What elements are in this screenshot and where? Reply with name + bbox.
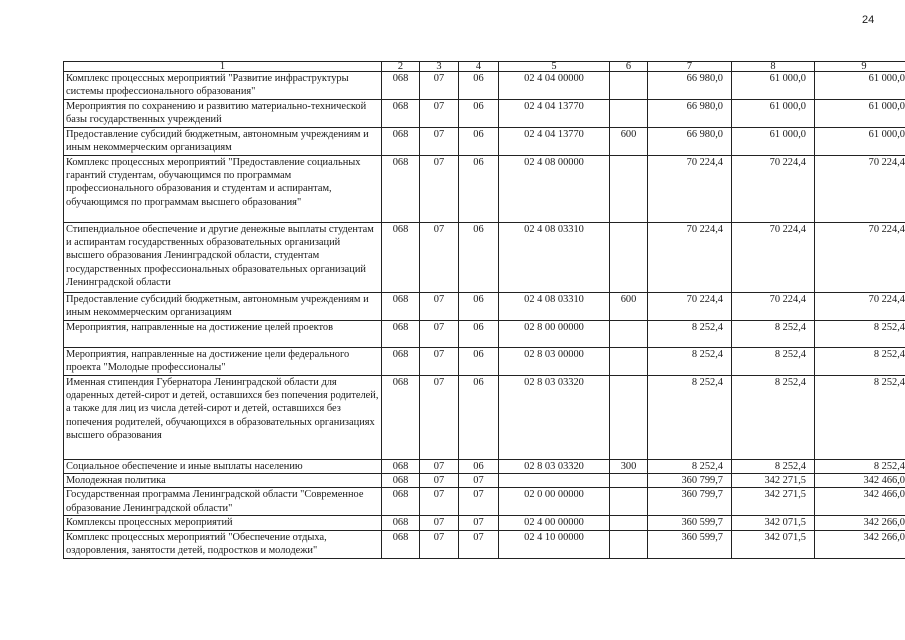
section-cell: 07 — [420, 127, 459, 155]
amount-year1-cell: 70 224,4 — [648, 292, 732, 320]
header-row — [64, 62, 905, 72]
amount-year2-cell: 342 071,5 — [732, 530, 815, 558]
amount-year2-cell: 342 271,5 — [732, 474, 815, 488]
subsection-cell: 06 — [459, 127, 499, 155]
subsection-cell: 07 — [459, 488, 499, 516]
expense-type-cell — [610, 488, 648, 516]
header-col-3: 3 — [420, 62, 459, 72]
amount-year1-cell: 360 799,7 — [648, 488, 732, 516]
header-col-6: 6 — [610, 62, 648, 72]
table-row — [64, 375, 905, 459]
amount-year2-cell: 61 000,0 — [732, 127, 815, 155]
header-col-4: 4 — [459, 62, 499, 72]
amount-year3-cell: 8 252,4 — [815, 320, 905, 347]
subsection-cell: 06 — [459, 459, 499, 473]
section-cell: 07 — [420, 72, 459, 100]
table-row — [64, 292, 905, 320]
amount-year2-cell: 70 224,4 — [732, 222, 815, 292]
table-row — [64, 127, 905, 155]
amount-year3-cell: 8 252,4 — [815, 347, 905, 375]
section-cell: 07 — [420, 347, 459, 375]
amount-year1-cell: 360 599,7 — [648, 516, 732, 530]
target-article-cell: 02 4 04 13770 — [499, 127, 610, 155]
section-cell: 07 — [420, 155, 459, 222]
section-cell: 07 — [420, 516, 459, 530]
code-cell: 068 — [382, 127, 420, 155]
code-cell: 068 — [382, 347, 420, 375]
expense-type-cell — [610, 347, 648, 375]
code-cell: 068 — [382, 155, 420, 222]
target-article-cell: 02 4 08 00000 — [499, 155, 610, 222]
amount-year2-cell: 70 224,4 — [732, 155, 815, 222]
amount-year2-cell: 8 252,4 — [732, 375, 815, 459]
table-row — [64, 222, 905, 292]
subsection-cell: 07 — [459, 516, 499, 530]
table-row — [64, 459, 905, 473]
table-row — [64, 72, 905, 100]
header-col-5: 5 — [499, 62, 610, 72]
code-cell: 068 — [382, 530, 420, 558]
amount-year3-cell: 70 224,4 — [815, 292, 905, 320]
subsection-cell: 07 — [459, 474, 499, 488]
amount-year1-cell: 70 224,4 — [648, 155, 732, 222]
amount-year2-cell: 8 252,4 — [732, 320, 815, 347]
code-cell: 068 — [382, 320, 420, 347]
name-cell: Комплекс процессных мероприятий "Обеспечение отдыха, оздоровления, занятости детей, подростков и молодежи" — [64, 530, 382, 558]
table-row — [64, 474, 905, 488]
table-row — [64, 99, 905, 127]
name-cell: Государственная программа Ленинградской области "Современное образование Ленинградской области" — [64, 488, 382, 516]
amount-year2-cell: 8 252,4 — [732, 347, 815, 375]
target-article-cell: 02 4 04 00000 — [499, 72, 610, 100]
budget-table-body — [64, 62, 905, 559]
subsection-cell: 06 — [459, 155, 499, 222]
subsection-cell: 06 — [459, 99, 499, 127]
name-cell: Социальное обеспечение и иные выплаты населению — [64, 459, 382, 473]
amount-year3-cell: 342 466,0 — [815, 488, 905, 516]
section-cell: 07 — [420, 320, 459, 347]
section-cell: 07 — [420, 292, 459, 320]
code-cell: 068 — [382, 292, 420, 320]
name-cell: Стипендиальное обеспечение и другие денежные выплаты студентам и аспирантам государственных образовательных организаций высшего образования Ленинградской области, студентам государственных профессиональных образовательных организаций Ленинградской области — [64, 222, 382, 292]
name-cell: Комплекс процессных мероприятий "Предоставление социальных гарантий студентам, обучающимся по программам профессионального образования и студентам и аспирантам, обучающимся по программам высшего образования" — [64, 155, 382, 222]
expense-type-cell — [610, 375, 648, 459]
name-cell: Предоставление субсидий бюджетным, автономным учреждениям и иным некоммерческим организациям — [64, 127, 382, 155]
amount-year1-cell: 70 224,4 — [648, 222, 732, 292]
code-cell: 068 — [382, 72, 420, 100]
name-cell: Молодежная политика — [64, 474, 382, 488]
code-cell: 068 — [382, 516, 420, 530]
target-article-cell: 02 4 08 03310 — [499, 222, 610, 292]
amount-year3-cell: 70 224,4 — [815, 222, 905, 292]
name-cell: Именная стипендия Губернатора Ленинградской области для одаренных детей-сирот и детей, оставшихся без попечения родителей, а также для лиц из числа детей-сирот и детей, оставшихся без попечения родителей, обучающихся в образовательных организациях высшего образования — [64, 375, 382, 459]
target-article-cell: 02 8 03 00000 — [499, 347, 610, 375]
target-article-cell — [499, 474, 610, 488]
table-row — [64, 347, 905, 375]
table-row — [64, 516, 905, 530]
amount-year2-cell: 61 000,0 — [732, 72, 815, 100]
amount-year3-cell: 342 266,0 — [815, 516, 905, 530]
expense-type-cell: 600 — [610, 127, 648, 155]
subsection-cell: 07 — [459, 530, 499, 558]
header-col-1: 1 — [64, 62, 382, 72]
amount-year2-cell: 342 071,5 — [732, 516, 815, 530]
amount-year1-cell: 360 799,7 — [648, 474, 732, 488]
name-cell: Комплексы процессных мероприятий — [64, 516, 382, 530]
target-article-cell: 02 8 03 03320 — [499, 375, 610, 459]
amount-year3-cell: 61 000,0 — [815, 127, 905, 155]
amount-year1-cell: 66 980,0 — [648, 99, 732, 127]
section-cell: 07 — [420, 222, 459, 292]
subsection-cell: 06 — [459, 320, 499, 347]
amount-year3-cell: 342 266,0 — [815, 530, 905, 558]
amount-year1-cell: 66 980,0 — [648, 127, 732, 155]
expense-type-cell — [610, 530, 648, 558]
section-cell: 07 — [420, 530, 459, 558]
header-col-2: 2 — [382, 62, 420, 72]
section-cell: 07 — [420, 474, 459, 488]
expense-type-cell — [610, 320, 648, 347]
budget-table — [63, 61, 905, 559]
target-article-cell: 02 8 00 00000 — [499, 320, 610, 347]
subsection-cell: 06 — [459, 375, 499, 459]
amount-year1-cell: 8 252,4 — [648, 375, 732, 459]
code-cell: 068 — [382, 474, 420, 488]
name-cell: Мероприятия, направленные на достижение цели федерального проекта "Молодые профессионалы" — [64, 347, 382, 375]
amount-year3-cell: 61 000,0 — [815, 72, 905, 100]
subsection-cell: 06 — [459, 222, 499, 292]
section-cell: 07 — [420, 99, 459, 127]
amount-year2-cell: 70 224,4 — [732, 292, 815, 320]
target-article-cell: 02 4 10 00000 — [499, 530, 610, 558]
expense-type-cell — [610, 222, 648, 292]
amount-year3-cell: 8 252,4 — [815, 375, 905, 459]
amount-year1-cell: 66 980,0 — [648, 72, 732, 100]
expense-type-cell — [610, 99, 648, 127]
amount-year2-cell: 342 271,5 — [732, 488, 815, 516]
header-col-8: 8 — [732, 62, 815, 72]
name-cell: Мероприятия, направленные на достижение целей проектов — [64, 320, 382, 347]
amount-year1-cell: 8 252,4 — [648, 459, 732, 473]
code-cell: 068 — [382, 459, 420, 473]
code-cell: 068 — [382, 99, 420, 127]
subsection-cell: 06 — [459, 347, 499, 375]
table-row — [64, 530, 905, 558]
amount-year3-cell: 61 000,0 — [815, 99, 905, 127]
target-article-cell: 02 4 08 03310 — [499, 292, 610, 320]
page-number: 24 — [862, 14, 875, 26]
code-cell: 068 — [382, 222, 420, 292]
expense-type-cell: 600 — [610, 292, 648, 320]
target-article-cell: 02 4 00 00000 — [499, 516, 610, 530]
table-row — [64, 320, 905, 347]
section-cell: 07 — [420, 459, 459, 473]
amount-year1-cell: 8 252,4 — [648, 320, 732, 347]
amount-year2-cell: 61 000,0 — [732, 99, 815, 127]
target-article-cell: 02 8 03 03320 — [499, 459, 610, 473]
amount-year3-cell: 8 252,4 — [815, 459, 905, 473]
expense-type-cell — [610, 516, 648, 530]
target-article-cell: 02 4 04 13770 — [499, 99, 610, 127]
expense-type-cell: 300 — [610, 459, 648, 473]
amount-year3-cell: 342 466,0 — [815, 474, 905, 488]
amount-year3-cell: 70 224,4 — [815, 155, 905, 222]
section-cell: 07 — [420, 488, 459, 516]
name-cell: Предоставление субсидий бюджетным, автономным учреждениям и иным некоммерческим организациям — [64, 292, 382, 320]
subsection-cell: 06 — [459, 292, 499, 320]
name-cell: Комплекс процессных мероприятий "Развитие инфраструктуры системы профессионального образования" — [64, 72, 382, 100]
expense-type-cell — [610, 474, 648, 488]
amount-year1-cell: 360 599,7 — [648, 530, 732, 558]
header-col-9: 9 — [815, 62, 905, 72]
name-cell: Мероприятия по сохранению и развитию материально-технической базы государственных учреждений — [64, 99, 382, 127]
expense-type-cell — [610, 155, 648, 222]
section-cell: 07 — [420, 375, 459, 459]
header-col-7: 7 — [648, 62, 732, 72]
code-cell: 068 — [382, 375, 420, 459]
subsection-cell: 06 — [459, 72, 499, 100]
table-row — [64, 488, 905, 516]
code-cell: 068 — [382, 488, 420, 516]
amount-year1-cell: 8 252,4 — [648, 347, 732, 375]
table-row — [64, 155, 905, 222]
amount-year2-cell: 8 252,4 — [732, 459, 815, 473]
target-article-cell: 02 0 00 00000 — [499, 488, 610, 516]
expense-type-cell — [610, 72, 648, 100]
